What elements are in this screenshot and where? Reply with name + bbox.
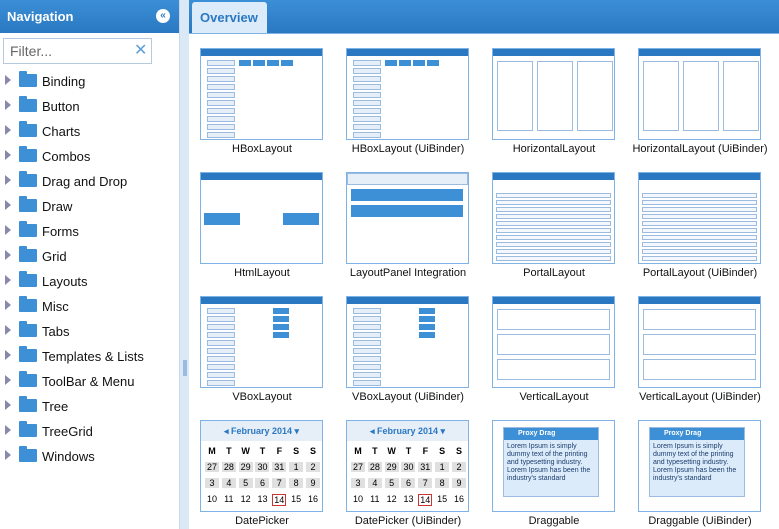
tree-item-charts[interactable] [0, 120, 180, 145]
expand-arrow-icon[interactable] [5, 150, 11, 160]
folder-icon [19, 74, 37, 87]
folder-icon [19, 399, 37, 412]
tree-item-toolbar-menu[interactable] [0, 370, 180, 395]
calendar-header: ◂ February 2014 ▾ [201, 421, 322, 441]
tree-item-label: ToolBar & Menu [42, 374, 135, 389]
expand-arrow-icon[interactable] [5, 125, 11, 135]
example-caption[interactable]: DatePicker (UiBinder) [354, 515, 462, 527]
example-caption[interactable]: PortalLayout (UiBinder) [642, 267, 758, 279]
thumb-header-bar [493, 49, 614, 56]
tree-item-label: Grid [42, 249, 67, 264]
expand-arrow-icon[interactable] [5, 450, 11, 460]
example-thumbnail[interactable] [346, 420, 469, 512]
navigation-panel [0, 0, 180, 529]
tree-item-label: Layouts [42, 274, 88, 289]
thumb-header-bar [639, 173, 760, 180]
thumb-header-bar [493, 173, 614, 180]
example-thumbnail[interactable] [200, 172, 323, 264]
calendar-week: 3 4 5 6 7 8 9 [351, 478, 466, 488]
example-thumbnail[interactable] [492, 420, 615, 512]
tree-item-label: Charts [42, 124, 81, 139]
expand-arrow-icon[interactable] [5, 400, 11, 410]
example-vboxlayout-uibinder[interactable] [335, 282, 475, 403]
example-caption[interactable]: HorizontalLayout (UiBinder) [632, 143, 768, 155]
example-caption[interactable]: HorizontalLayout [512, 143, 596, 155]
example-draggable-uibinder[interactable] [627, 406, 767, 527]
expand-arrow-icon[interactable] [5, 175, 11, 185]
calendar-week: 27 28 29 30 31 1 2 [351, 462, 466, 472]
example-layoutpanel-integration[interactable] [335, 158, 475, 279]
example-thumbnail[interactable] [638, 172, 761, 264]
folder-icon [19, 249, 37, 262]
example-portallayout-uibinder[interactable] [627, 158, 767, 279]
calendar-weekdays: M T W T F S S [354, 446, 462, 456]
calendar-weekdays: M T W T F S S [208, 446, 316, 456]
expand-arrow-icon[interactable] [5, 250, 11, 260]
proxy-drag-panel[interactable] [649, 427, 745, 497]
folder-icon [19, 424, 37, 437]
example-thumbnail[interactable] [346, 296, 469, 388]
tree-item-combos[interactable] [0, 145, 180, 170]
example-thumbnail[interactable] [200, 296, 323, 388]
tree-item-label: Binding [42, 74, 86, 89]
calendar-week: 3 4 5 6 7 8 9 [205, 478, 320, 488]
example-thumbnail[interactable] [638, 296, 761, 388]
collapse-icon[interactable]: « [156, 9, 170, 23]
folder-icon [19, 149, 37, 162]
example-hboxlayout-uibinder[interactable] [335, 34, 475, 155]
tab-bar [189, 0, 779, 33]
drag-title: Proxy Drag [650, 428, 744, 440]
example-caption[interactable]: HtmlLayout [234, 267, 290, 279]
example-thumbnail[interactable] [638, 420, 761, 512]
expand-arrow-icon[interactable] [5, 425, 11, 435]
tree-item-label: Tree [42, 399, 69, 414]
tree-item-grid[interactable] [0, 245, 180, 270]
example-thumbnail[interactable] [200, 420, 323, 512]
filter-input[interactable] [3, 38, 152, 64]
example-horizontallayout-uibinder[interactable] [627, 34, 768, 155]
example-verticallayout[interactable] [481, 282, 621, 403]
example-portallayout[interactable] [481, 158, 621, 279]
expand-arrow-icon[interactable] [5, 300, 11, 310]
drag-text: Lorem Ipsum is simply dummy text of the printing and typesetting industry. Lorem Ipsum has been the industry's standard [507, 443, 591, 482]
example-caption[interactable]: Draggable (UiBinder) [648, 515, 752, 527]
navigation-title: Navigation [7, 9, 74, 24]
example-hboxlayout[interactable] [189, 34, 329, 155]
tree-item-label: Draw [42, 199, 73, 214]
folder-icon [19, 99, 37, 112]
tree-item-layouts[interactable] [0, 270, 180, 295]
example-thumbnail[interactable] [200, 48, 323, 140]
folder-icon [19, 274, 37, 287]
expand-arrow-icon[interactable] [5, 100, 11, 110]
tree-item-tree[interactable] [0, 395, 180, 420]
folder-icon [19, 174, 37, 187]
expand-arrow-icon[interactable] [5, 200, 11, 210]
tree-item-button[interactable] [0, 95, 180, 120]
expand-arrow-icon[interactable] [5, 325, 11, 335]
thumb-header-bar [639, 297, 760, 304]
tree-item-forms[interactable] [0, 220, 180, 245]
example-caption[interactable]: VBoxLayout (UiBinder) [352, 391, 464, 403]
example-vboxlayout[interactable] [189, 282, 329, 403]
thumb-header-bar [493, 297, 614, 304]
example-caption[interactable]: VerticalLayout (UiBinder) [639, 391, 761, 403]
folder-icon [19, 124, 37, 137]
folder-icon [19, 299, 37, 312]
tree-item-label: Button [42, 99, 80, 114]
example-caption[interactable]: HBoxLayout (UiBinder) [351, 143, 465, 155]
tree-item-label: TreeGrid [42, 424, 93, 439]
navigation-tree [0, 70, 180, 470]
tree-item-drag-and-drop[interactable] [0, 170, 180, 195]
calendar-week: 27 28 29 30 31 1 2 [205, 462, 320, 472]
example-htmllayout[interactable] [189, 158, 329, 279]
splitter-handle-icon[interactable] [183, 360, 187, 376]
folder-icon [19, 349, 37, 362]
expand-arrow-icon[interactable] [5, 275, 11, 285]
clear-icon[interactable]: ✕ [134, 42, 148, 59]
thumb-header-bar [347, 49, 468, 56]
tree-item-label: Windows [42, 449, 95, 464]
calendar-week: 10 11 12 13 14 15 16 [352, 494, 464, 505]
thumb-header-bar [201, 49, 322, 56]
expand-arrow-icon[interactable] [5, 350, 11, 360]
tree-item-treegrid[interactable] [0, 420, 180, 445]
example-thumbnail[interactable] [492, 296, 615, 388]
tree-item-templates-lists[interactable] [0, 345, 180, 370]
expand-arrow-icon[interactable] [5, 75, 11, 85]
tree-item-windows[interactable] [0, 445, 180, 470]
navigation-header [0, 0, 179, 33]
example-caption[interactable]: Draggable [528, 515, 580, 527]
example-caption[interactable]: VerticalLayout [519, 391, 589, 403]
example-datepicker[interactable] [189, 406, 329, 527]
thumb-header-bar [347, 297, 468, 304]
example-caption[interactable]: DatePicker [235, 515, 289, 527]
example-caption[interactable]: PortalLayout [523, 267, 585, 279]
example-thumbnail[interactable] [492, 172, 615, 264]
example-draggable[interactable] [481, 406, 621, 527]
examples-grid [189, 33, 779, 529]
proxy-drag-panel[interactable] [503, 427, 599, 497]
tree-item-tabs[interactable] [0, 320, 180, 345]
example-caption[interactable]: VBoxLayout [232, 391, 292, 403]
example-verticallayout-uibinder[interactable] [627, 282, 767, 403]
tree-item-draw[interactable] [0, 195, 180, 220]
folder-icon [19, 199, 37, 212]
example-thumbnail[interactable] [492, 48, 615, 140]
tree-item-binding[interactable] [0, 70, 180, 95]
folder-icon [19, 224, 37, 237]
folder-icon [19, 374, 37, 387]
example-datepicker-uibinder[interactable] [335, 406, 475, 527]
splitter[interactable] [180, 0, 189, 529]
example-thumbnail[interactable] [346, 172, 469, 264]
tree-item-label: Combos [42, 149, 91, 164]
thumb-header-bar [201, 173, 322, 180]
thumb-header-bar [201, 297, 322, 304]
tree-item-label: Forms [42, 224, 79, 239]
drag-title: Proxy Drag [504, 428, 598, 440]
tab-overview[interactable]: Overview [192, 2, 267, 33]
folder-icon [19, 449, 37, 462]
tree-item-label: Tabs [42, 324, 70, 339]
thumb-header-bar [639, 49, 760, 56]
tree-item-label: Templates & Lists [42, 349, 144, 364]
tree-item-label: Drag and Drop [42, 174, 128, 189]
expand-arrow-icon[interactable] [5, 225, 11, 235]
calendar-header: ◂ February 2014 ▾ [347, 421, 468, 441]
folder-icon [19, 324, 37, 337]
calendar-week: 10 11 12 13 14 15 16 [206, 494, 318, 505]
example-caption[interactable]: HBoxLayout [232, 143, 292, 155]
tree-item-label: Misc [42, 299, 69, 314]
expand-arrow-icon[interactable] [5, 375, 11, 385]
drag-text: Lorem Ipsum is simply dummy text of the printing and typesetting industry. Lorem Ipsum has been the industry's standard [653, 443, 737, 482]
example-thumbnail[interactable] [638, 48, 761, 140]
example-caption[interactable]: LayoutPanel Integration [349, 267, 467, 279]
tree-item-misc[interactable] [0, 295, 180, 320]
example-thumbnail[interactable] [346, 48, 469, 140]
example-horizontallayout[interactable] [481, 34, 621, 155]
